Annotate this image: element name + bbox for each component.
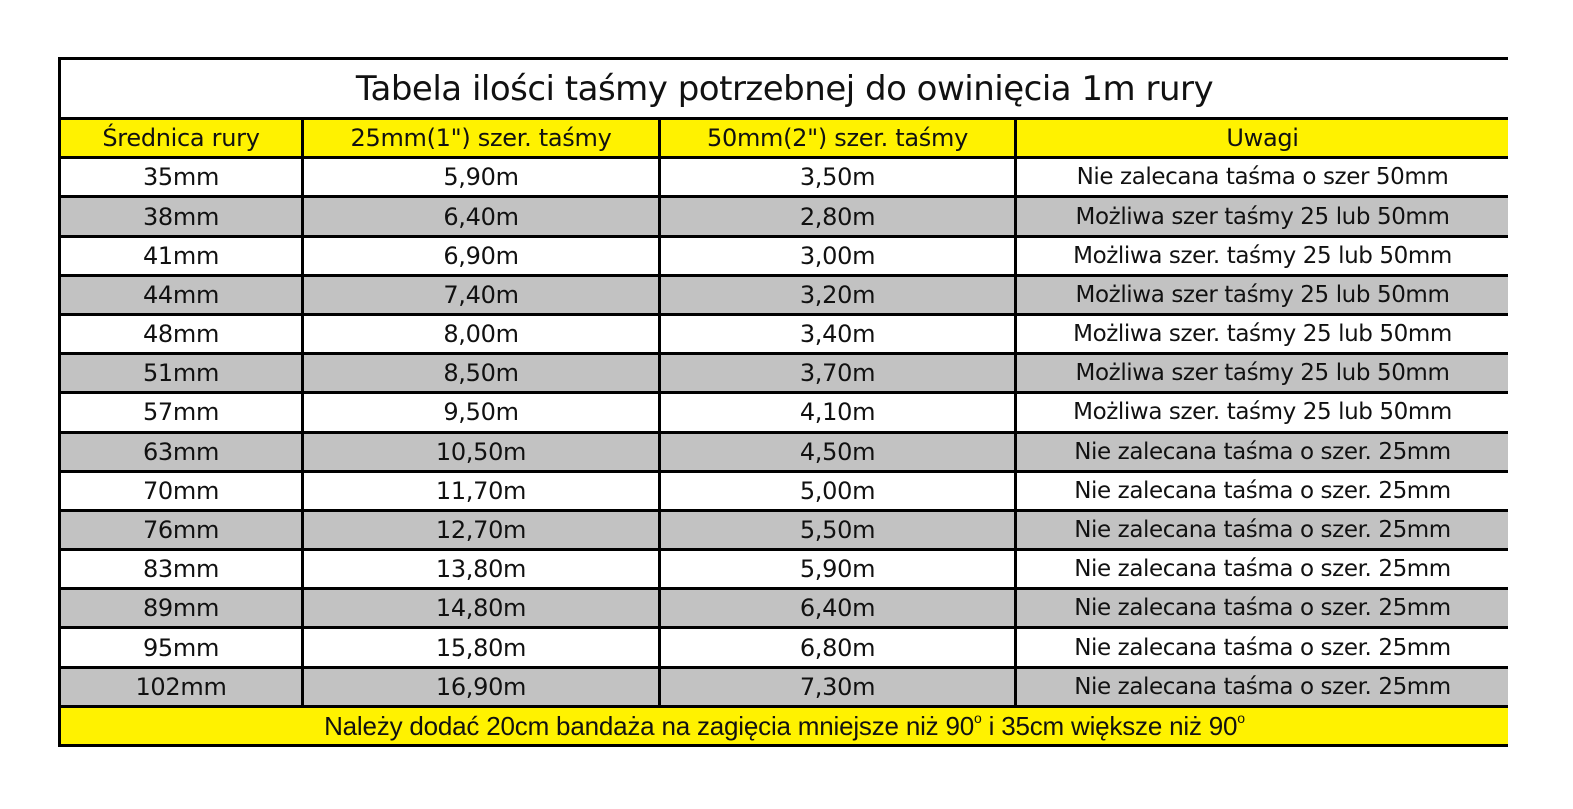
cell-diameter: 76mm [61, 512, 301, 548]
cell-diameter: 38mm [61, 198, 301, 234]
tape-table-frame [58, 57, 1508, 747]
cell-remarks: Nie zalecana taśma o szer. 25mm [1017, 551, 1508, 587]
cell-remarks: Możliwa szer. taśmy 25 lub 50mm [1017, 316, 1508, 352]
cell-remarks: Możliwa szer taśmy 25 lub 50mm [1017, 198, 1508, 234]
cell-tape-50mm: 4,50m [661, 434, 1014, 470]
cell-diameter: 63mm [61, 434, 301, 470]
tape-table [58, 57, 1511, 747]
cell-tape-25mm: 6,90m [304, 238, 658, 274]
cell-remarks: Nie zalecana taśma o szer. 25mm [1017, 590, 1508, 626]
cell-tape-25mm: 15,80m [304, 629, 658, 665]
cell-tape-50mm: 6,80m [661, 629, 1014, 665]
cell-diameter: 35mm [61, 159, 301, 195]
cell-tape-25mm: 9,50m [304, 394, 658, 430]
table-row [61, 355, 1508, 391]
cell-remarks: Nie zalecana taśma o szer. 25mm [1017, 629, 1508, 665]
cell-tape-50mm: 3,40m [661, 316, 1014, 352]
cell-tape-25mm: 5,90m [304, 159, 658, 195]
cell-remarks: Nie zalecana taśma o szer 50mm [1017, 159, 1508, 195]
cell-diameter: 95mm [61, 629, 301, 665]
table-row [61, 669, 1508, 705]
cell-diameter: 44mm [61, 277, 301, 313]
table-row [61, 590, 1508, 626]
footer-text-2: i 35cm większe niż 90 [981, 711, 1238, 741]
cell-tape-25mm: 7,40m [304, 277, 658, 313]
cell-tape-25mm: 16,90m [304, 669, 658, 705]
footer-note [61, 708, 1508, 744]
cell-tape-25mm: 12,70m [304, 512, 658, 548]
table-title: Tabela ilości taśmy potrzebnej do owinięcia 1m rury [61, 60, 1508, 117]
cell-diameter: 48mm [61, 316, 301, 352]
table-row [61, 238, 1508, 274]
header-tape-25mm: 25mm(1") szer. taśmy [304, 120, 658, 156]
cell-tape-25mm: 6,40m [304, 198, 658, 234]
table-row [61, 198, 1508, 234]
cell-tape-50mm: 5,50m [661, 512, 1014, 548]
cell-tape-50mm: 5,00m [661, 473, 1014, 509]
degree-mark-2: o [1237, 710, 1245, 726]
cell-tape-25mm: 8,00m [304, 316, 658, 352]
cell-tape-50mm: 3,50m [661, 159, 1014, 195]
cell-remarks: Możliwa szer. taśmy 25 lub 50mm [1017, 394, 1508, 430]
header-remarks: Uwagi [1017, 120, 1508, 156]
cell-diameter: 102mm [61, 669, 301, 705]
table-row [61, 434, 1508, 470]
cell-tape-25mm: 10,50m [304, 434, 658, 470]
table-row [61, 316, 1508, 352]
cell-remarks: Nie zalecana taśma o szer. 25mm [1017, 434, 1508, 470]
cell-tape-50mm: 5,90m [661, 551, 1014, 587]
header-tape-50mm: 50mm(2") szer. taśmy [661, 120, 1014, 156]
table-row [61, 629, 1508, 665]
cell-diameter: 89mm [61, 590, 301, 626]
cell-diameter: 83mm [61, 551, 301, 587]
cell-tape-50mm: 3,00m [661, 238, 1014, 274]
cell-tape-25mm: 13,80m [304, 551, 658, 587]
cell-remarks: Nie zalecana taśma o szer. 25mm [1017, 473, 1508, 509]
cell-diameter: 51mm [61, 355, 301, 391]
cell-tape-50mm: 6,40m [661, 590, 1014, 626]
cell-diameter: 41mm [61, 238, 301, 274]
degree-mark-1: o [974, 710, 982, 726]
cell-tape-50mm: 2,80m [661, 198, 1014, 234]
table-row [61, 159, 1508, 195]
table-row [61, 277, 1508, 313]
footer-text-1: Należy dodać 20cm bandaża na zagięcia mniejsze niż 90 [324, 711, 974, 741]
cell-tape-25mm: 14,80m [304, 590, 658, 626]
header-diameter: Średnica rury [61, 120, 301, 156]
table-row [61, 394, 1508, 430]
cell-remarks: Nie zalecana taśma o szer. 25mm [1017, 669, 1508, 705]
table-row [61, 512, 1508, 548]
cell-remarks: Możliwa szer taśmy 25 lub 50mm [1017, 355, 1508, 391]
table-row [61, 473, 1508, 509]
table-row [61, 551, 1508, 587]
cell-tape-50mm: 3,20m [661, 277, 1014, 313]
cell-tape-50mm: 4,10m [661, 394, 1014, 430]
cell-tape-50mm: 3,70m [661, 355, 1014, 391]
cell-remarks: Możliwa szer. taśmy 25 lub 50mm [1017, 238, 1508, 274]
cell-diameter: 70mm [61, 473, 301, 509]
cell-remarks: Nie zalecana taśma o szer. 25mm [1017, 512, 1508, 548]
cell-remarks: Możliwa szer taśmy 25 lub 50mm [1017, 277, 1508, 313]
cell-tape-50mm: 7,30m [661, 669, 1014, 705]
cell-tape-25mm: 8,50m [304, 355, 658, 391]
cell-diameter: 57mm [61, 394, 301, 430]
header-row [61, 120, 1508, 156]
cell-tape-25mm: 11,70m [304, 473, 658, 509]
